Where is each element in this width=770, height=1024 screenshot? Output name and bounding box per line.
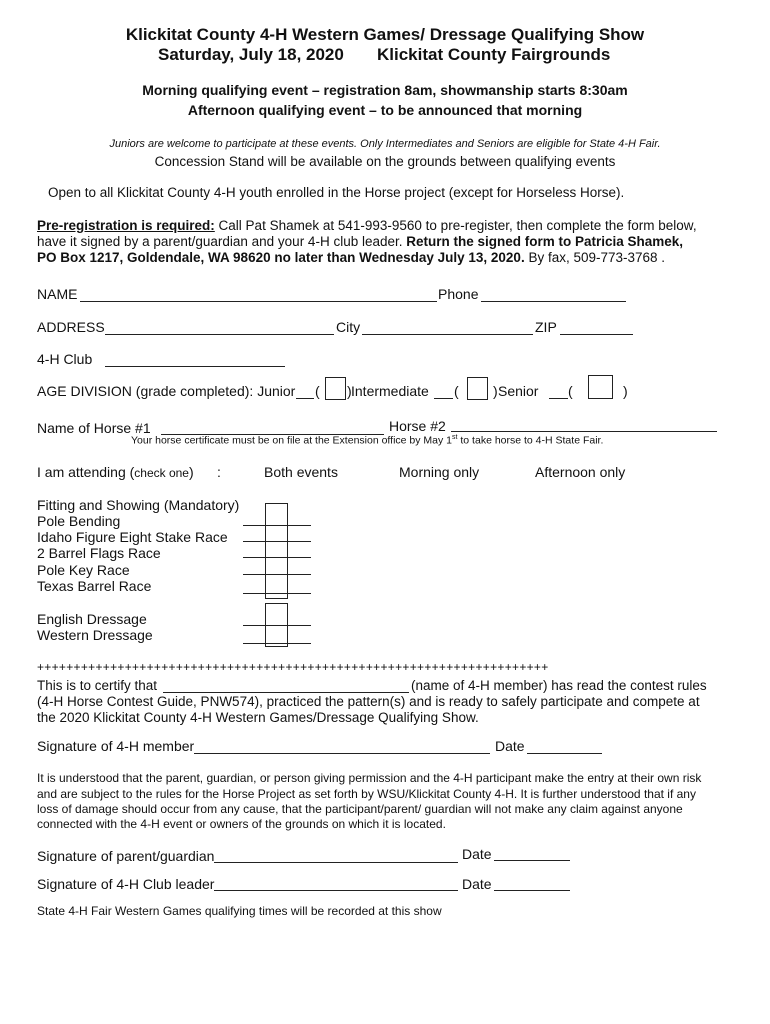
attending-text: I am attending ( [37,464,135,480]
city-label: City [336,319,361,335]
event-checkbox-line[interactable] [243,593,311,594]
junior-checkbox[interactable] [325,377,346,400]
event-location: Klickitat County Fairgrounds [377,45,611,64]
prereg-label: Pre-registration is required: [37,218,215,233]
certify-text-1: This is to certify that [37,678,158,693]
morning-event-info: Morning qualifying event – registration 8am, showmanship starts 8:30am [142,82,628,98]
member-name-input-line[interactable] [163,692,409,693]
name-label: NAME [37,286,78,302]
club-label: 4-H Club [37,351,93,367]
event-date: Saturday, July 18, 2020 [158,45,344,64]
form-title: Klickitat County 4-H Western Games/ Dressage Qualifying Show [125,25,645,44]
eligibility-note: Open to all Klickitat County 4-H youth enrolled in the Horse project (except for Horseless Horse). [48,185,625,200]
horse2-input-line[interactable] [451,431,717,432]
zip-label: ZIP [535,319,557,335]
attending-label [37,464,194,480]
zip-input-line[interactable] [560,334,633,335]
event-checkbox-line[interactable] [243,574,311,575]
juniors-note: Juniors are welcome to participate at these events. Only Intermediates and Seniors are eligible for State 4-H Fair. [109,138,661,150]
state-fair-note: State 4-H Fair Western Games qualifying times will be recorded at this show [37,904,442,918]
name-input-line[interactable] [80,301,437,302]
horse1-label: Name of Horse #1 [37,420,151,436]
event-idaho-figure-eight: Idaho Figure Eight Stake Race [37,529,228,545]
address-label: ADDRESS [37,319,105,335]
leader-signature-line[interactable] [214,890,458,891]
event-texas-barrel: Texas Barrel Race [37,578,152,594]
parent-signature-line[interactable] [214,862,458,863]
senior-open-paren: ( [568,383,573,399]
member-date-line[interactable] [527,753,602,754]
intermediate-checkbox[interactable] [467,377,488,400]
event-checkbox-line[interactable] [243,625,311,626]
event-checkbox-line[interactable] [243,541,311,542]
intermediate-blank [434,398,453,399]
prereg-fax: By fax, 509-773-3768 . [524,250,666,265]
afternoon-event-info: Afternoon qualifying event – to be announced that morning [187,102,583,118]
senior-checkbox[interactable] [588,375,613,399]
parent-date-label: Date [462,846,492,862]
intermediate-close-paren: ) [493,383,498,399]
event-checkbox-line[interactable] [243,525,311,526]
attending-check-text: check one [134,466,189,480]
phone-label: Phone [438,286,479,302]
attending-both-option[interactable]: Both events [264,464,338,480]
event-2-barrel-flags: 2 Barrel Flags Race [37,545,161,561]
junior-blank [296,398,314,399]
prereg-line-2 [37,234,683,249]
waiver-line-4: connected with the 4-H event or owners of the grounds on which it is located. [37,817,446,831]
address-input-line[interactable] [105,334,334,335]
senior-label: Senior [498,383,539,399]
junior-close-paren: ) [347,383,352,399]
prereg-line-1 [37,218,697,233]
horse2-label: Horse #2 [389,418,446,434]
waiver-line-1: It is understood that the parent, guardian, or person giving permission and the 4-H participant make the entry at their own risk [37,771,702,785]
event-pole-bending: Pole Bending [37,513,121,529]
senior-blank [549,398,568,399]
plus-divider: ++++++++++++++++++++++++++++++++++++++++++++++++++++++++++++++++++++++ [37,660,549,674]
prereg-instructions: Call Pat Shamek at 541-993-9560 to pre-register, then complete the form below, [214,218,697,233]
prereg-address-deadline: PO Box 1217, Goldendale, WA 98620 no later than Wednesday July 13, 2020. [37,250,525,265]
leader-date-line[interactable] [494,890,570,891]
event-english-dressage: English Dressage [37,611,147,627]
waiver-line-3: loss of damage should occur from any cause, that the participant/parent/ guardian will not make any claim against anyone [37,802,683,816]
club-input-line[interactable] [105,366,285,367]
certificate-note-text: Your horse certificate must be on file at the Extension office by May 1 [131,434,453,447]
event-checkbox-line[interactable] [243,557,311,558]
certify-text-4: the 2020 Klickitat County 4-H Western Games/Dressage Qualifying Show. [37,710,479,725]
parent-date-line[interactable] [494,860,570,861]
prereg-return-text: Return the signed form to Patricia Shamek, [406,234,684,249]
phone-input-line[interactable] [481,301,626,302]
event-checkbox-line[interactable] [243,643,311,644]
waiver-line-2: and are subject to the rules for the Horse Project as set forth by WSU/Klickitat County 4-H. It is further understood that if any [37,787,696,801]
parent-signature-label: Signature of parent/guardian [37,848,215,864]
certify-text-2: (name of 4-H member) has read the contest rules [411,678,707,693]
junior-open-paren: ( [315,383,320,399]
western-events-checkbox-column[interactable] [265,503,288,599]
city-input-line[interactable] [362,334,533,335]
age-division-label: AGE DIVISION (grade completed): Junior [37,383,296,399]
leader-date-label: Date [462,876,492,892]
member-signature-line[interactable] [194,753,490,754]
attending-morning-option[interactable]: Morning only [399,464,480,480]
member-date-label: Date [495,738,525,754]
leader-signature-label: Signature of 4-H Club leader [37,876,215,892]
senior-close-paren: ) [623,383,628,399]
horse-certificate-note [131,434,603,447]
concession-note: Concession Stand will be available on the grounds between qualifying events [154,154,616,169]
event-western-dressage: Western Dressage [37,627,153,643]
certificate-note-text-end: to take horse to 4-H State Fair. [457,434,604,447]
event-fitting-showing: Fitting and Showing (Mandatory) [37,497,240,513]
certify-text-3: (4-H Horse Contest Guide, PNW574), practiced the pattern(s) and is ready to safely participate and compete at [37,694,700,709]
attending-colon: : [217,464,221,480]
prereg-sign-text: have it signed by a parent/guardian and your 4-H club leader. [37,234,407,249]
intermediate-label: Intermediate [351,383,429,399]
certificate-note-sup: st [452,434,458,441]
intermediate-open-paren: ( [454,383,459,399]
attending-afternoon-option[interactable]: Afternoon only [535,464,626,480]
attending-close-paren: ) [188,464,194,480]
member-signature-label: Signature of 4-H member [37,738,195,754]
event-pole-key: Pole Key Race [37,562,130,578]
prereg-line-3 [37,250,665,265]
